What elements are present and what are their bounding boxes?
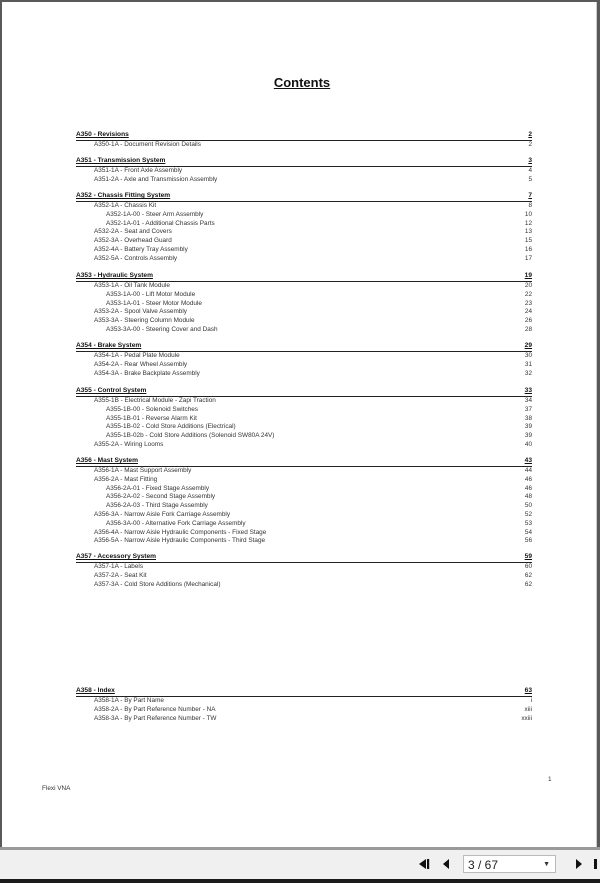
toc-entry-title: A354-2A - Rear Wheel Assembly: [94, 360, 188, 368]
toc-page-number: 29: [524, 342, 532, 349]
toc-entry-title: A353-1A-01 - Steer Motor Module: [106, 299, 202, 307]
toc-page-number: 13: [524, 228, 532, 236]
page-navigation-bar: [0, 850, 600, 879]
toc-page-number: 50: [524, 502, 532, 510]
document-page: [2, 2, 597, 847]
toc-entry[interactable]: [76, 326, 532, 335]
toc-page-number: 12: [524, 219, 532, 227]
toc-section: [76, 341, 532, 378]
toc-page-number: 40: [524, 440, 532, 448]
toc-page-number: 44: [524, 467, 532, 474]
toc-section: [76, 130, 532, 150]
toc-entry-title: A354-3A - Brake Backplate Assembly: [94, 369, 200, 377]
toc-entry[interactable]: [76, 529, 532, 538]
toc-entry[interactable]: [76, 581, 532, 590]
toc-page-number: 7: [528, 192, 532, 199]
toc-entry[interactable]: [76, 485, 532, 494]
toc-section: [76, 386, 532, 450]
toc-page-number: xxiii: [521, 714, 532, 722]
toc-page-number: 20: [524, 282, 532, 289]
toc-section-heading[interactable]: [76, 191, 532, 202]
toc-section: [76, 191, 532, 264]
toc-entry-title: A532-2A - Seat and Covers: [94, 228, 172, 236]
footer-document-name: Flexi VNA: [42, 785, 71, 792]
footer-page-number: 1: [548, 776, 552, 783]
toc-page-number: 60: [524, 563, 532, 570]
toc-page-number: 17: [524, 254, 532, 262]
toc-entry-title: A352-3A - Overhead Guard: [94, 237, 172, 245]
toc-section-title: A354 - Brake System: [76, 342, 142, 349]
toc-entry-title: A353-3A-00 - Steering Cover and Dash: [106, 325, 218, 333]
toc-entry[interactable]: [76, 397, 532, 406]
toc-section: [76, 456, 532, 546]
toc-section: [76, 271, 532, 335]
last-page-button[interactable]: [594, 858, 600, 872]
chevron-down-icon: ▼: [543, 861, 550, 868]
toc-entry-title: A352-4A - Battery Tray Assembly: [94, 245, 188, 253]
toc-page-number: 37: [524, 405, 532, 413]
toc-entry-title: A357-3A - Cold Store Additions (Mechanical): [94, 580, 221, 588]
toc-page-number: 19: [524, 272, 532, 279]
toc-entry-title: A351-1A - Front Axle Assembly: [94, 167, 183, 174]
toc-entry-title: A357-1A - Labels: [94, 563, 144, 570]
toc-page-number: 15: [524, 237, 532, 245]
toc-entry[interactable]: [76, 246, 532, 255]
toc-section-heading[interactable]: [76, 156, 532, 167]
toc-entry-title: A356-3A-00 - Alternative Fork Carriage Assembly: [106, 519, 246, 527]
toc-entry[interactable]: [76, 370, 532, 379]
toc-entry[interactable]: [76, 476, 532, 485]
toc-entry[interactable]: [76, 511, 532, 520]
toc-section-heading[interactable]: [76, 271, 532, 282]
toc-entry-title: A353-1A-00 - Lift Motor Module: [106, 290, 196, 298]
first-page-icon: [418, 858, 430, 870]
toc-page-number: 52: [524, 510, 532, 518]
toc-page-number: i: [530, 697, 532, 704]
toc-page-number: 48: [524, 493, 532, 501]
toc-page-number: 22: [524, 290, 532, 298]
toc-entry[interactable]: [76, 441, 532, 450]
toc-page-number: 5: [528, 175, 532, 183]
toc-section-title: A350 - Revisions: [76, 131, 129, 138]
toc-section: [76, 552, 532, 589]
first-page-button[interactable]: [418, 858, 430, 872]
toc-page-number: 31: [524, 360, 532, 368]
toc-page-number: 3: [528, 157, 532, 164]
toc-section-heading[interactable]: [76, 686, 532, 697]
toc-entry[interactable]: [76, 406, 532, 415]
toc-entry-title: A352-1A-00 - Steer Arm Assembly: [106, 210, 204, 218]
toc-entry[interactable]: [76, 563, 532, 572]
toc-entry-title: A356-1A - Mast Support Assembly: [94, 467, 192, 474]
toc-section-title: A357 - Accessory System: [76, 553, 157, 560]
toc-entry[interactable]: [76, 220, 532, 229]
toc-entry-title: A353-3A - Steering Column Module: [94, 317, 195, 325]
previous-page-icon: [442, 858, 451, 870]
toc-entry[interactable]: [76, 300, 532, 309]
toc-page-number: 54: [524, 528, 532, 536]
toc-entry-title: A353-2A - Spool Valve Assembly: [94, 308, 187, 316]
toc-entry[interactable]: [76, 352, 532, 361]
toc-section-heading[interactable]: [76, 130, 532, 141]
toc-entry-title: A356-2A - Mast Fitting: [94, 475, 158, 483]
toc-entry-title: A353-1A - Oil Tank Module: [94, 282, 170, 289]
toc-entry[interactable]: [76, 202, 532, 211]
next-page-icon: [574, 858, 583, 870]
toc-section-title: A358 - Index: [76, 687, 115, 694]
toc-entry[interactable]: [76, 572, 532, 581]
page-title: Contents: [273, 75, 331, 90]
toc-section-title: A352 - Chassis Fitting System: [76, 192, 171, 199]
toc-entry[interactable]: [76, 537, 532, 546]
toc-entry-title: A356-3A - Narrow Aisle Fork Carriage Assembly: [94, 510, 231, 518]
toc-page-number: 24: [524, 308, 532, 316]
toc-page-number: 32: [524, 369, 532, 377]
toc-page-number: 63: [524, 687, 532, 694]
page-number-select[interactable]: [463, 855, 556, 873]
toc-page-number: 56: [524, 537, 532, 545]
toc-page-number: 2: [528, 141, 532, 148]
toc-page-number: 34: [524, 397, 532, 404]
toc-entry-title: A355-1B - Electrical Module - Zapi Traction: [94, 397, 216, 404]
toc-page-number: 8: [528, 202, 532, 209]
toc-section-title: A351 - Transmission System: [76, 157, 166, 164]
toc-entry[interactable]: [76, 317, 532, 326]
toc-entry-title: A358-2A - By Part Reference Number - NA: [94, 705, 216, 713]
toc-entry[interactable]: [76, 467, 532, 476]
toc-entry-title: A358-3A - By Part Reference Number - TW: [94, 714, 217, 722]
toc-entry[interactable]: [76, 167, 532, 176]
toc-entry[interactable]: [76, 502, 532, 511]
toc-section-title: A355 - Control System: [76, 387, 147, 394]
toc-entry-title: A356-4A - Narrow Aisle Hydraulic Components - Fixed Stage: [94, 528, 267, 536]
toc-entry-title: A357-2A - Seat Kit: [94, 571, 147, 579]
toc-page-number: 10: [524, 210, 532, 218]
toc-entry[interactable]: [76, 255, 532, 264]
toc-entry-title: A352-1A - Chassis Kit: [94, 202, 157, 209]
toc-section: [76, 156, 532, 185]
toc-entry[interactable]: [76, 237, 532, 246]
toc-section-title: A353 - Hydraulic System: [76, 272, 153, 279]
toc-page-number: 38: [524, 414, 532, 422]
toc-section-heading[interactable]: [76, 456, 532, 467]
toc-entry-title: A356-2A-03 - Third Stage Assembly: [106, 502, 208, 510]
toc-entry[interactable]: [76, 228, 532, 237]
toc-entry[interactable]: [76, 697, 532, 706]
toc-entry-title: A352-5A - Controls Assembly: [94, 254, 178, 262]
page-indicator: 3 / 67: [468, 858, 499, 872]
toc-entry-title: A354-1A - Pedal Plate Module: [94, 352, 180, 359]
toc-section-title: A356 - Mast System: [76, 457, 138, 464]
next-page-button[interactable]: [574, 858, 583, 872]
toc-entry[interactable]: [76, 415, 532, 424]
toc-entry-title: A358-1A - By Part Name: [94, 697, 164, 704]
toc-section-heading[interactable]: [76, 341, 532, 352]
toc-entry-title: A355-1B-02b - Cold Store Additions (Solenoid SW80A 24V): [106, 432, 275, 440]
taskbar: [0, 879, 600, 883]
toc-entry[interactable]: [76, 282, 532, 291]
toc-entry-title: A355-1B-01 - Reverse Alarm Kit: [106, 414, 197, 422]
toc-page-number: 62: [524, 580, 532, 588]
toc-entry-title: A355-1B-00 - Solenoid Switches: [106, 405, 199, 413]
toc-entry[interactable]: [76, 423, 532, 432]
toc-entry-title: A356-5A - Narrow Aisle Hydraulic Components - Third Stage: [94, 537, 266, 545]
toc-entry[interactable]: [76, 176, 532, 185]
toc-entry[interactable]: [76, 141, 532, 150]
toc-entry[interactable]: [76, 432, 532, 441]
toc-entry[interactable]: [76, 520, 532, 529]
toc-page-number: 16: [524, 245, 532, 253]
toc-page-number: 26: [524, 317, 532, 325]
toc-page-number: 39: [524, 432, 532, 440]
toc-entry[interactable]: [76, 715, 532, 724]
toc-page-number: 2: [528, 131, 532, 138]
toc-entry-title: A350-1A - Document Revision Details: [94, 141, 201, 148]
toc-page-number: 33: [524, 387, 532, 394]
toc-section-heading[interactable]: [76, 552, 532, 563]
toc-page-number: 39: [524, 423, 532, 431]
toc-section: [76, 686, 532, 723]
toc-page-number: 62: [524, 571, 532, 579]
toc-page-number: 4: [528, 167, 532, 174]
toc-page-number: 59: [524, 553, 532, 560]
toc-section-heading[interactable]: [76, 386, 532, 397]
toc-entry-title: A356-2A-02 - Second Stage Assembly: [106, 493, 216, 501]
toc-page-number: 30: [524, 352, 532, 359]
toc-page-number: 28: [524, 325, 532, 333]
toc-entry[interactable]: [76, 361, 532, 370]
toc-entry[interactable]: [76, 291, 532, 300]
previous-page-button[interactable]: [442, 858, 451, 872]
toc-page-number: 46: [524, 484, 532, 492]
toc-entry-title: A355-1B-02 - Cold Store Additions (Electrical): [106, 423, 236, 431]
toc-entry-title: A351-2A - Axle and Transmission Assembly: [94, 175, 218, 183]
last-page-icon: [594, 858, 600, 870]
toc-page-number: 43: [524, 457, 532, 464]
toc-entry[interactable]: [76, 706, 532, 715]
toc-entry-title: A356-2A-01 - Fixed Stage Assembly: [106, 484, 210, 492]
toc-page-number: 53: [524, 519, 532, 527]
toc-entry-title: A352-1A-01 - Additional Chassis Parts: [106, 219, 215, 227]
toc-entry-title: A355-2A - Wiring Looms: [94, 440, 164, 448]
toc-entry[interactable]: [76, 308, 532, 317]
toc-entry[interactable]: [76, 493, 532, 502]
toc-page-number: 46: [524, 475, 532, 483]
toc-page-number: xiii: [524, 705, 532, 713]
toc-entry[interactable]: [76, 211, 532, 220]
toc-page-number: 23: [524, 299, 532, 307]
